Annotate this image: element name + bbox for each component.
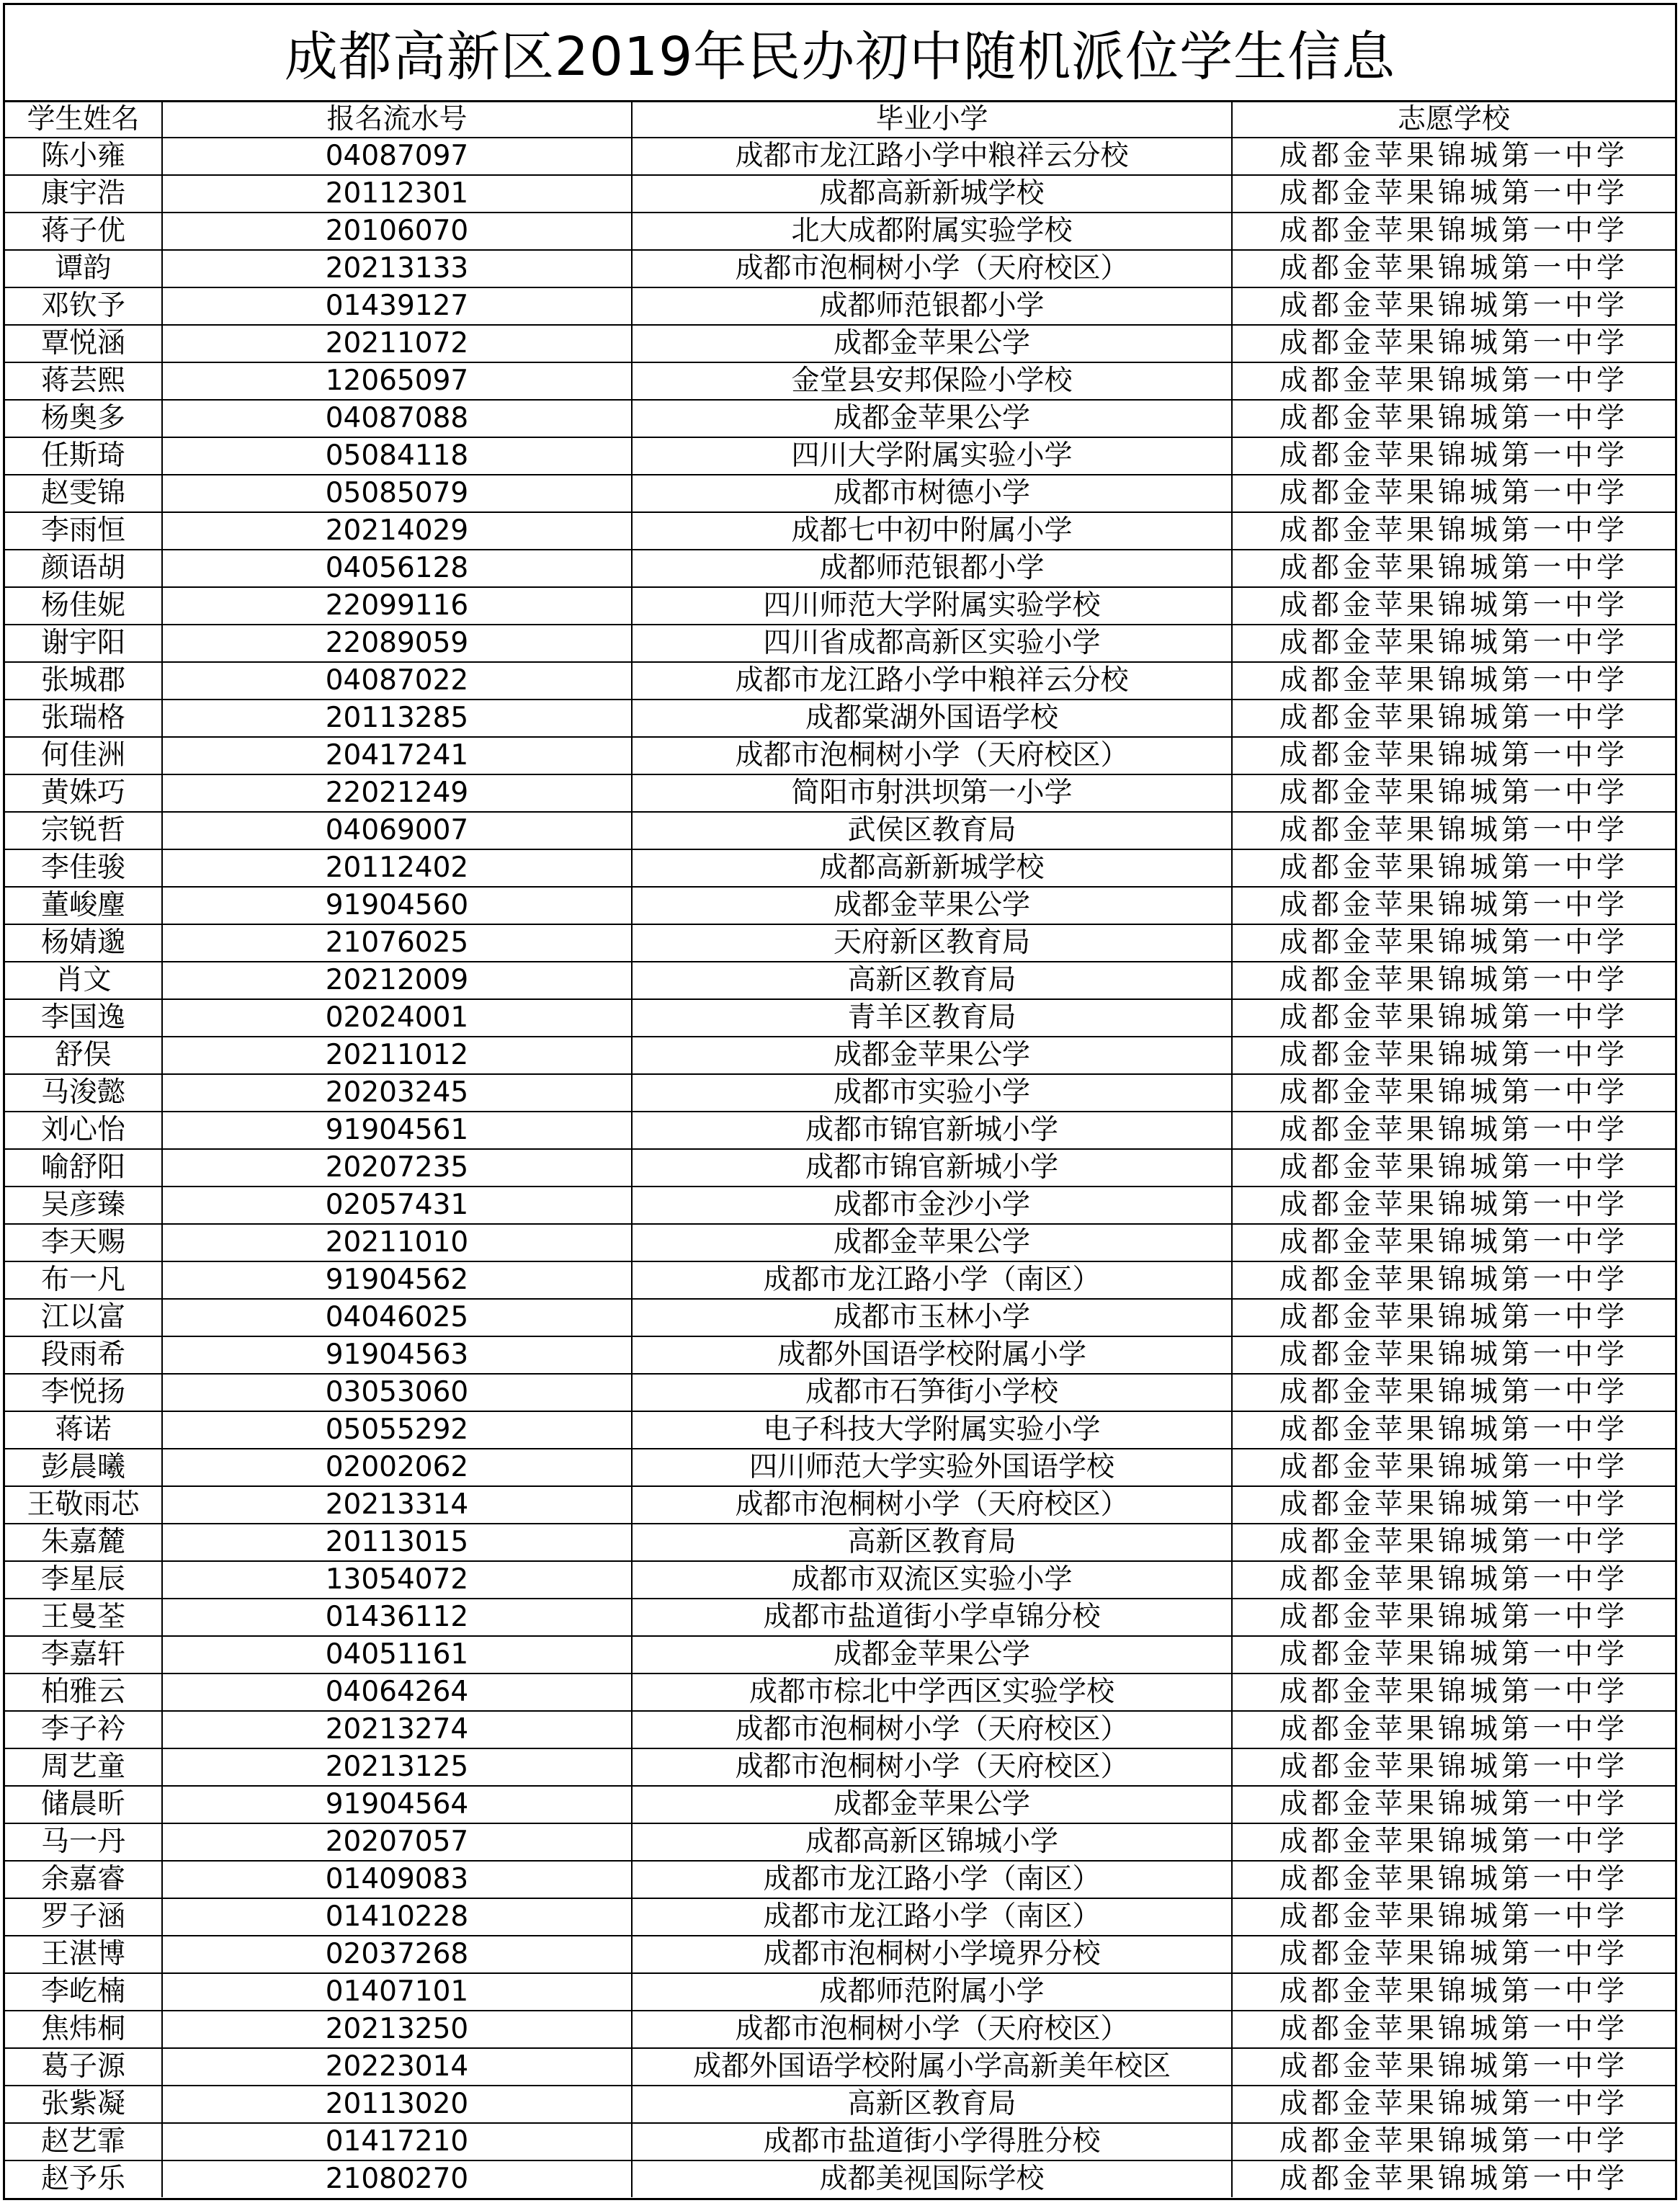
serial-number-cell: 05055292 bbox=[162, 1411, 632, 1449]
preferred-school-cell: 成都金苹果锦城第一中学 bbox=[1232, 587, 1675, 625]
preferred-school-cell: 成都金苹果锦城第一中学 bbox=[1232, 250, 1675, 287]
primary-school-cell: 成都市金沙小学 bbox=[632, 1187, 1232, 1224]
preferred-school-cell: 成都金苹果锦城第一中学 bbox=[1232, 1074, 1675, 1112]
table-row bbox=[5, 2123, 1675, 2160]
serial-number-cell: 03053060 bbox=[162, 1374, 632, 1411]
table-row bbox=[5, 1674, 1675, 1711]
primary-school-cell: 成都市泡桐树小学（天府校区） bbox=[632, 250, 1232, 287]
serial-number-cell: 20212009 bbox=[162, 962, 632, 999]
serial-number-cell: 20417241 bbox=[162, 737, 632, 774]
table-row bbox=[5, 1261, 1675, 1299]
primary-school-cell: 成都金苹果公学 bbox=[632, 1636, 1232, 1674]
table-row bbox=[5, 437, 1675, 475]
student-name-cell: 赵艺霏 bbox=[5, 2123, 162, 2160]
table-row bbox=[5, 1748, 1675, 1786]
serial-number-cell: 04087097 bbox=[162, 138, 632, 175]
serial-number-cell: 20211012 bbox=[162, 1037, 632, 1074]
preferred-school-cell: 成都金苹果锦城第一中学 bbox=[1232, 700, 1675, 737]
primary-school-cell: 成都师范附属小学 bbox=[632, 1973, 1232, 2011]
preferred-school-cell: 成都金苹果锦城第一中学 bbox=[1232, 325, 1675, 362]
student-name-cell: 李佳骏 bbox=[5, 849, 162, 887]
primary-school-cell: 成都市实验小学 bbox=[632, 1074, 1232, 1112]
serial-number-cell: 12065097 bbox=[162, 362, 632, 400]
serial-number-cell: 20211010 bbox=[162, 1224, 632, 1261]
primary-school-cell: 成都市锦官新城小学 bbox=[632, 1112, 1232, 1149]
primary-school-cell: 成都市石笋街小学校 bbox=[632, 1374, 1232, 1411]
preferred-school-cell: 成都金苹果锦城第一中学 bbox=[1232, 1411, 1675, 1449]
preferred-school-cell: 成都金苹果锦城第一中学 bbox=[1232, 1973, 1675, 2011]
preferred-school-cell: 成都金苹果锦城第一中学 bbox=[1232, 2086, 1675, 2123]
header-name: 学生姓名 bbox=[5, 102, 162, 138]
preferred-school-cell: 成都金苹果锦城第一中学 bbox=[1232, 2123, 1675, 2160]
preferred-school-cell: 成都金苹果锦城第一中学 bbox=[1232, 138, 1675, 175]
preferred-school-cell: 成都金苹果锦城第一中学 bbox=[1232, 1524, 1675, 1561]
serial-number-cell: 20203245 bbox=[162, 1074, 632, 1112]
student-name-cell: 吴彦臻 bbox=[5, 1187, 162, 1224]
preferred-school-cell: 成都金苹果锦城第一中学 bbox=[1232, 999, 1675, 1037]
preferred-school-cell: 成都金苹果锦城第一中学 bbox=[1232, 1486, 1675, 1524]
table-row bbox=[5, 812, 1675, 849]
preferred-school-cell: 成都金苹果锦城第一中学 bbox=[1232, 1748, 1675, 1786]
table-row bbox=[5, 1898, 1675, 1936]
table-row bbox=[5, 924, 1675, 962]
table-row bbox=[5, 1636, 1675, 1674]
preferred-school-cell: 成都金苹果锦城第一中学 bbox=[1232, 737, 1675, 774]
student-name-cell: 邓钦予 bbox=[5, 287, 162, 325]
preferred-school-cell: 成都金苹果锦城第一中学 bbox=[1232, 475, 1675, 512]
table-row bbox=[5, 325, 1675, 362]
student-name-cell: 李雨恒 bbox=[5, 512, 162, 550]
student-name-cell: 蒋诺 bbox=[5, 1411, 162, 1449]
preferred-school-cell: 成都金苹果锦城第一中学 bbox=[1232, 400, 1675, 437]
primary-school-cell: 成都高新区锦城小学 bbox=[632, 1823, 1232, 1861]
preferred-school-cell: 成都金苹果锦城第一中学 bbox=[1232, 512, 1675, 550]
header-preferred-school: 志愿学校 bbox=[1232, 102, 1675, 138]
serial-number-cell: 20211072 bbox=[162, 325, 632, 362]
primary-school-cell: 成都市龙江路小学（南区） bbox=[632, 1861, 1232, 1898]
student-name-cell: 颜语胡 bbox=[5, 550, 162, 587]
serial-number-cell: 01439127 bbox=[162, 287, 632, 325]
serial-number-cell: 04051161 bbox=[162, 1636, 632, 1674]
serial-number-cell: 20113285 bbox=[162, 700, 632, 737]
student-name-cell: 康宇浩 bbox=[5, 175, 162, 213]
primary-school-cell: 成都市泡桐树小学（天府校区） bbox=[632, 1748, 1232, 1786]
preferred-school-cell: 成都金苹果锦城第一中学 bbox=[1232, 1449, 1675, 1486]
primary-school-cell: 天府新区教育局 bbox=[632, 924, 1232, 962]
table-row bbox=[5, 1449, 1675, 1486]
table-row bbox=[5, 774, 1675, 812]
preferred-school-cell: 成都金苹果锦城第一中学 bbox=[1232, 1674, 1675, 1711]
preferred-school-cell: 成都金苹果锦城第一中学 bbox=[1232, 962, 1675, 999]
primary-school-cell: 四川大学附属实验小学 bbox=[632, 437, 1232, 475]
preferred-school-cell: 成都金苹果锦城第一中学 bbox=[1232, 1786, 1675, 1823]
serial-number-cell: 22021249 bbox=[162, 774, 632, 812]
primary-school-cell: 成都师范银都小学 bbox=[632, 550, 1232, 587]
preferred-school-cell: 成都金苹果锦城第一中学 bbox=[1232, 1599, 1675, 1636]
primary-school-cell: 成都棠湖外国语学校 bbox=[632, 700, 1232, 737]
preferred-school-cell: 成都金苹果锦城第一中学 bbox=[1232, 662, 1675, 700]
preferred-school-cell: 成都金苹果锦城第一中学 bbox=[1232, 550, 1675, 587]
preferred-school-cell: 成都金苹果锦城第一中学 bbox=[1232, 1374, 1675, 1411]
table-row bbox=[5, 700, 1675, 737]
serial-number-cell: 20113020 bbox=[162, 2086, 632, 2123]
table-row bbox=[5, 1374, 1675, 1411]
primary-school-cell: 成都市泡桐树小学（天府校区） bbox=[632, 737, 1232, 774]
preferred-school-cell: 成都金苹果锦城第一中学 bbox=[1232, 362, 1675, 400]
primary-school-cell: 四川省成都高新区实验小学 bbox=[632, 625, 1232, 662]
page-title: 成都高新区2019年民办初中随机派位学生信息 bbox=[5, 5, 1675, 102]
primary-school-cell: 成都七中初中附属小学 bbox=[632, 512, 1232, 550]
student-name-cell: 罗子涵 bbox=[5, 1898, 162, 1936]
table-row bbox=[5, 1786, 1675, 1823]
primary-school-cell: 成都市泡桐树小学（天府校区） bbox=[632, 2011, 1232, 2048]
preferred-school-cell: 成都金苹果锦城第一中学 bbox=[1232, 924, 1675, 962]
student-name-cell: 周艺童 bbox=[5, 1748, 162, 1786]
student-name-cell: 宗锐哲 bbox=[5, 812, 162, 849]
serial-number-cell: 20213314 bbox=[162, 1486, 632, 1524]
primary-school-cell: 成都市锦官新城小学 bbox=[632, 1149, 1232, 1187]
primary-school-cell: 成都高新新城学校 bbox=[632, 849, 1232, 887]
primary-school-cell: 成都外国语学校附属小学高新美年校区 bbox=[632, 2048, 1232, 2086]
student-table bbox=[5, 102, 1675, 2197]
primary-school-cell: 成都市棕北中学西区实验学校 bbox=[632, 1674, 1232, 1711]
serial-number-cell: 04069007 bbox=[162, 812, 632, 849]
table-row bbox=[5, 362, 1675, 400]
table-row bbox=[5, 400, 1675, 437]
student-name-cell: 储晨昕 bbox=[5, 1786, 162, 1823]
student-name-cell: 彭晨曦 bbox=[5, 1449, 162, 1486]
serial-number-cell: 91904563 bbox=[162, 1336, 632, 1374]
student-name-cell: 李星辰 bbox=[5, 1561, 162, 1599]
serial-number-cell: 20106070 bbox=[162, 213, 632, 250]
table-row bbox=[5, 2048, 1675, 2086]
primary-school-cell: 成都师范银都小学 bbox=[632, 287, 1232, 325]
preferred-school-cell: 成都金苹果锦城第一中学 bbox=[1232, 1823, 1675, 1861]
table-row bbox=[5, 737, 1675, 774]
table-row bbox=[5, 550, 1675, 587]
table-row bbox=[5, 2160, 1675, 2197]
table-row bbox=[5, 849, 1675, 887]
serial-number-cell: 04087022 bbox=[162, 662, 632, 700]
table-row bbox=[5, 887, 1675, 924]
student-name-cell: 舒俣 bbox=[5, 1037, 162, 1074]
student-name-cell: 马浚懿 bbox=[5, 1074, 162, 1112]
primary-school-cell: 成都外国语学校附属小学 bbox=[632, 1336, 1232, 1374]
primary-school-cell: 成都市双流区实验小学 bbox=[632, 1561, 1232, 1599]
serial-number-cell: 91904560 bbox=[162, 887, 632, 924]
serial-number-cell: 91904561 bbox=[162, 1112, 632, 1149]
student-name-cell: 李嘉轩 bbox=[5, 1636, 162, 1674]
table-row bbox=[5, 1074, 1675, 1112]
preferred-school-cell: 成都金苹果锦城第一中学 bbox=[1232, 2048, 1675, 2086]
primary-school-cell: 金堂县安邦保险小学校 bbox=[632, 362, 1232, 400]
primary-school-cell: 电子科技大学附属实验小学 bbox=[632, 1411, 1232, 1449]
table-row bbox=[5, 1037, 1675, 1074]
serial-number-cell: 21076025 bbox=[162, 924, 632, 962]
serial-number-cell: 02024001 bbox=[162, 999, 632, 1037]
primary-school-cell: 北大成都附属实验学校 bbox=[632, 213, 1232, 250]
serial-number-cell: 01436112 bbox=[162, 1599, 632, 1636]
serial-number-cell: 20113015 bbox=[162, 1524, 632, 1561]
preferred-school-cell: 成都金苹果锦城第一中学 bbox=[1232, 213, 1675, 250]
student-name-cell: 马一丹 bbox=[5, 1823, 162, 1861]
serial-number-cell: 05084118 bbox=[162, 437, 632, 475]
serial-number-cell: 04046025 bbox=[162, 1299, 632, 1336]
table-row bbox=[5, 1524, 1675, 1561]
table-row bbox=[5, 138, 1675, 175]
header-primary-school: 毕业小学 bbox=[632, 102, 1232, 138]
student-name-cell: 谭韵 bbox=[5, 250, 162, 287]
serial-number-cell: 01417210 bbox=[162, 2123, 632, 2160]
table-row bbox=[5, 475, 1675, 512]
table-row bbox=[5, 1936, 1675, 1973]
table-row bbox=[5, 1861, 1675, 1898]
student-name-cell: 李屹楠 bbox=[5, 1973, 162, 2011]
primary-school-cell: 高新区教育局 bbox=[632, 1524, 1232, 1561]
student-name-cell: 覃悦涵 bbox=[5, 325, 162, 362]
serial-number-cell: 91904564 bbox=[162, 1786, 632, 1823]
student-name-cell: 李天赐 bbox=[5, 1224, 162, 1261]
student-name-cell: 段雨希 bbox=[5, 1336, 162, 1374]
serial-number-cell: 20112402 bbox=[162, 849, 632, 887]
primary-school-cell: 武侯区教育局 bbox=[632, 812, 1232, 849]
serial-number-cell: 21080270 bbox=[162, 2160, 632, 2197]
student-name-cell: 任斯琦 bbox=[5, 437, 162, 475]
preferred-school-cell: 成都金苹果锦城第一中学 bbox=[1232, 1898, 1675, 1936]
primary-school-cell: 成都市泡桐树小学境界分校 bbox=[632, 1936, 1232, 1973]
primary-school-cell: 成都美视国际学校 bbox=[632, 2160, 1232, 2197]
student-name-cell: 杨奥多 bbox=[5, 400, 162, 437]
table-row bbox=[5, 512, 1675, 550]
table-row bbox=[5, 962, 1675, 999]
student-name-cell: 刘心怡 bbox=[5, 1112, 162, 1149]
table-row bbox=[5, 287, 1675, 325]
serial-number-cell: 01410228 bbox=[162, 1898, 632, 1936]
student-name-cell: 柏雅云 bbox=[5, 1674, 162, 1711]
student-name-cell: 李国逸 bbox=[5, 999, 162, 1037]
preferred-school-cell: 成都金苹果锦城第一中学 bbox=[1232, 1636, 1675, 1674]
primary-school-cell: 成都市龙江路小学（南区） bbox=[632, 1898, 1232, 1936]
preferred-school-cell: 成都金苹果锦城第一中学 bbox=[1232, 1711, 1675, 1748]
student-name-cell: 李子衿 bbox=[5, 1711, 162, 1748]
preferred-school-cell: 成都金苹果锦城第一中学 bbox=[1232, 887, 1675, 924]
student-name-cell: 喻舒阳 bbox=[5, 1149, 162, 1187]
primary-school-cell: 成都市树德小学 bbox=[632, 475, 1232, 512]
preferred-school-cell: 成都金苹果锦城第一中学 bbox=[1232, 2160, 1675, 2197]
preferred-school-cell: 成都金苹果锦城第一中学 bbox=[1232, 2011, 1675, 2048]
primary-school-cell: 成都高新新城学校 bbox=[632, 175, 1232, 213]
serial-number-cell: 04087088 bbox=[162, 400, 632, 437]
table-row bbox=[5, 587, 1675, 625]
serial-number-cell: 20112301 bbox=[162, 175, 632, 213]
serial-number-cell: 04064264 bbox=[162, 1674, 632, 1711]
serial-number-cell: 20214029 bbox=[162, 512, 632, 550]
table-row bbox=[5, 1973, 1675, 2011]
primary-school-cell: 四川师范大学附属实验学校 bbox=[632, 587, 1232, 625]
table-row bbox=[5, 1299, 1675, 1336]
primary-school-cell: 成都金苹果公学 bbox=[632, 1037, 1232, 1074]
primary-school-cell: 青羊区教育局 bbox=[632, 999, 1232, 1037]
student-name-cell: 葛子源 bbox=[5, 2048, 162, 2086]
preferred-school-cell: 成都金苹果锦城第一中学 bbox=[1232, 1336, 1675, 1374]
student-name-cell: 江以富 bbox=[5, 1299, 162, 1336]
student-name-cell: 蒋子优 bbox=[5, 213, 162, 250]
table-row bbox=[5, 625, 1675, 662]
preferred-school-cell: 成都金苹果锦城第一中学 bbox=[1232, 625, 1675, 662]
student-name-cell: 王曼荃 bbox=[5, 1599, 162, 1636]
student-name-cell: 王敬雨芯 bbox=[5, 1486, 162, 1524]
serial-number-cell: 01409083 bbox=[162, 1861, 632, 1898]
table-row bbox=[5, 1187, 1675, 1224]
table-row bbox=[5, 175, 1675, 213]
preferred-school-cell: 成都金苹果锦城第一中学 bbox=[1232, 1224, 1675, 1261]
student-name-cell: 杨婧邈 bbox=[5, 924, 162, 962]
student-name-cell: 蒋芸熙 bbox=[5, 362, 162, 400]
student-name-cell: 张紫凝 bbox=[5, 2086, 162, 2123]
table-row bbox=[5, 213, 1675, 250]
serial-number-cell: 20213274 bbox=[162, 1711, 632, 1748]
preferred-school-cell: 成都金苹果锦城第一中学 bbox=[1232, 287, 1675, 325]
serial-number-cell: 02002062 bbox=[162, 1449, 632, 1486]
primary-school-cell: 成都市盐道街小学卓锦分校 bbox=[632, 1599, 1232, 1636]
serial-number-cell: 20207235 bbox=[162, 1149, 632, 1187]
serial-number-cell: 22089059 bbox=[162, 625, 632, 662]
student-name-cell: 焦炜桐 bbox=[5, 2011, 162, 2048]
preferred-school-cell: 成都金苹果锦城第一中学 bbox=[1232, 849, 1675, 887]
student-name-cell: 王湛博 bbox=[5, 1936, 162, 1973]
student-name-cell: 朱嘉麓 bbox=[5, 1524, 162, 1561]
primary-school-cell: 四川师范大学实验外国语学校 bbox=[632, 1449, 1232, 1486]
preferred-school-cell: 成都金苹果锦城第一中学 bbox=[1232, 1936, 1675, 1973]
primary-school-cell: 简阳市射洪坝第一小学 bbox=[632, 774, 1232, 812]
preferred-school-cell: 成都金苹果锦城第一中学 bbox=[1232, 812, 1675, 849]
serial-number-cell: 20223014 bbox=[162, 2048, 632, 2086]
serial-number-cell: 13054072 bbox=[162, 1561, 632, 1599]
primary-school-cell: 成都市泡桐树小学（天府校区） bbox=[632, 1486, 1232, 1524]
student-name-cell: 张瑞格 bbox=[5, 700, 162, 737]
primary-school-cell: 成都市龙江路小学（南区） bbox=[632, 1261, 1232, 1299]
table-row bbox=[5, 1336, 1675, 1374]
preferred-school-cell: 成都金苹果锦城第一中学 bbox=[1232, 1299, 1675, 1336]
student-name-cell: 张城郡 bbox=[5, 662, 162, 700]
serial-number-cell: 20213125 bbox=[162, 1748, 632, 1786]
serial-number-cell: 04056128 bbox=[162, 550, 632, 587]
student-name-cell: 赵雯锦 bbox=[5, 475, 162, 512]
preferred-school-cell: 成都金苹果锦城第一中学 bbox=[1232, 1037, 1675, 1074]
primary-school-cell: 成都市玉林小学 bbox=[632, 1299, 1232, 1336]
serial-number-cell: 20213250 bbox=[162, 2011, 632, 2048]
spreadsheet bbox=[3, 3, 1677, 2200]
preferred-school-cell: 成都金苹果锦城第一中学 bbox=[1232, 1112, 1675, 1149]
primary-school-cell: 成都金苹果公学 bbox=[632, 325, 1232, 362]
preferred-school-cell: 成都金苹果锦城第一中学 bbox=[1232, 1187, 1675, 1224]
student-name-cell: 陈小雍 bbox=[5, 138, 162, 175]
student-name-cell: 肖文 bbox=[5, 962, 162, 999]
table-row bbox=[5, 999, 1675, 1037]
preferred-school-cell: 成都金苹果锦城第一中学 bbox=[1232, 175, 1675, 213]
serial-number-cell: 05085079 bbox=[162, 475, 632, 512]
serial-number-cell: 20213133 bbox=[162, 250, 632, 287]
table-row bbox=[5, 1149, 1675, 1187]
preferred-school-cell: 成都金苹果锦城第一中学 bbox=[1232, 1261, 1675, 1299]
primary-school-cell: 成都市泡桐树小学（天府校区） bbox=[632, 1711, 1232, 1748]
table-body bbox=[5, 138, 1675, 2197]
primary-school-cell: 成都市龙江路小学中粮祥云分校 bbox=[632, 138, 1232, 175]
table-row bbox=[5, 1599, 1675, 1636]
primary-school-cell: 高新区教育局 bbox=[632, 2086, 1232, 2123]
primary-school-cell: 成都金苹果公学 bbox=[632, 1224, 1232, 1261]
table-row bbox=[5, 250, 1675, 287]
preferred-school-cell: 成都金苹果锦城第一中学 bbox=[1232, 1861, 1675, 1898]
student-name-cell: 李悦扬 bbox=[5, 1374, 162, 1411]
preferred-school-cell: 成都金苹果锦城第一中学 bbox=[1232, 437, 1675, 475]
table-row bbox=[5, 1411, 1675, 1449]
serial-number-cell: 02037268 bbox=[162, 1936, 632, 1973]
primary-school-cell: 成都金苹果公学 bbox=[632, 887, 1232, 924]
serial-number-cell: 02057431 bbox=[162, 1187, 632, 1224]
preferred-school-cell: 成都金苹果锦城第一中学 bbox=[1232, 774, 1675, 812]
serial-number-cell: 01407101 bbox=[162, 1973, 632, 2011]
table-row bbox=[5, 2086, 1675, 2123]
primary-school-cell: 成都市盐道街小学得胜分校 bbox=[632, 2123, 1232, 2160]
student-name-cell: 谢宇阳 bbox=[5, 625, 162, 662]
table-row bbox=[5, 1823, 1675, 1861]
serial-number-cell: 20207057 bbox=[162, 1823, 632, 1861]
serial-number-cell: 22099116 bbox=[162, 587, 632, 625]
student-name-cell: 杨佳妮 bbox=[5, 587, 162, 625]
student-name-cell: 黄姝巧 bbox=[5, 774, 162, 812]
preferred-school-cell: 成都金苹果锦城第一中学 bbox=[1232, 1561, 1675, 1599]
table-row bbox=[5, 1561, 1675, 1599]
primary-school-cell: 成都金苹果公学 bbox=[632, 1786, 1232, 1823]
table-row bbox=[5, 1112, 1675, 1149]
table-row bbox=[5, 1486, 1675, 1524]
student-name-cell: 董峻麈 bbox=[5, 887, 162, 924]
student-name-cell: 布一凡 bbox=[5, 1261, 162, 1299]
table-row bbox=[5, 1711, 1675, 1748]
table-row bbox=[5, 2011, 1675, 2048]
primary-school-cell: 高新区教育局 bbox=[632, 962, 1232, 999]
student-name-cell: 何佳洲 bbox=[5, 737, 162, 774]
header-row bbox=[5, 102, 1675, 138]
table-row bbox=[5, 662, 1675, 700]
table-row bbox=[5, 1224, 1675, 1261]
preferred-school-cell: 成都金苹果锦城第一中学 bbox=[1232, 1149, 1675, 1187]
primary-school-cell: 成都金苹果公学 bbox=[632, 400, 1232, 437]
primary-school-cell: 成都市龙江路小学中粮祥云分校 bbox=[632, 662, 1232, 700]
serial-number-cell: 91904562 bbox=[162, 1261, 632, 1299]
student-name-cell: 赵予乐 bbox=[5, 2160, 162, 2197]
student-name-cell: 余嘉睿 bbox=[5, 1861, 162, 1898]
header-serial: 报名流水号 bbox=[162, 102, 632, 138]
